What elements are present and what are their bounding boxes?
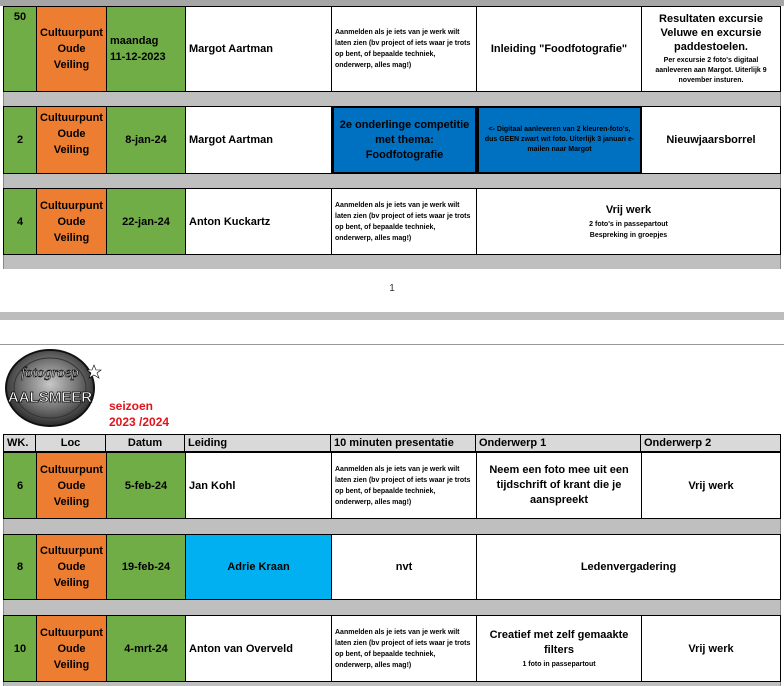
location-cell: Cultuurpunt Oude Veiling — [37, 452, 107, 519]
header-subject2: Onderwerp 2 — [644, 437, 712, 449]
week-cell: 50 — [4, 6, 37, 92]
location-cell: Cultuurpunt Oude Veiling — [37, 188, 107, 255]
header-leader: Leiding — [185, 435, 331, 451]
subject2-cell: Nieuwjaarsborrel — [642, 106, 780, 174]
row-separator — [3, 519, 781, 534]
row-separator — [3, 682, 781, 686]
competition-cell: 2e onderlinge competitie met thema: Foodfotografie — [332, 106, 477, 174]
table-row — [3, 188, 781, 255]
week-cell: 8 — [4, 534, 37, 600]
presentation-cell: Aanmelden als je iets van je werk wilt laten zien (bv project of iets waar je trots op bent, of bepaalde techniek, onderwerp, alles mag!) — [332, 6, 477, 92]
date-cell: 19-feb-24 — [107, 534, 186, 600]
svg-text:AALSMEER: AALSMEER — [7, 389, 93, 406]
header-loc: Loc — [36, 435, 106, 451]
week-cell: 2 — [4, 106, 37, 174]
header-wk: WK. — [4, 435, 36, 451]
fotogroep-logo — [4, 347, 102, 429]
presentation-cell: Aanmelden als je iets van je werk wilt laten zien (bv project of iets waar je trots op bent, of bepaalde techniek, onderwerp, alles mag!) — [332, 615, 477, 682]
date-cell: 5-feb-24 — [107, 452, 186, 519]
week-cell: 4 — [4, 188, 37, 255]
leader-cell: Anton Kuckartz — [186, 188, 332, 255]
row-separator — [3, 600, 781, 615]
submission-note-cell: <- Digitaal aanleveren van 2 kleuren-foto's, dus GEEN zwart wit foto. Uiterlijk 3 januari e-mailen naar Margot — [477, 106, 642, 174]
header-subject1: Onderwerp 1 — [476, 435, 641, 451]
table-row — [3, 6, 781, 92]
table-row — [3, 615, 781, 682]
presentation-cell: Aanmelden als je iets van je werk wilt laten zien (bv project of iets waar je trots op bent, of bepaalde techniek, onderwerp, alles mag!) — [332, 188, 477, 255]
week-cell: 10 — [4, 615, 37, 682]
subject2-cell: Vrij werk — [642, 452, 780, 519]
date-cell: 4-mrt-24 — [107, 615, 186, 682]
table-row — [3, 106, 781, 174]
subject2-cell: Vrij werk — [642, 615, 780, 682]
subject-merged-cell: Ledenvergadering — [477, 534, 780, 600]
presentation-cell: nvt — [332, 534, 477, 600]
page-break — [0, 312, 784, 320]
table-row — [3, 452, 781, 519]
date-cell: 8-jan-24 — [107, 106, 186, 174]
subject2-cell: Resultaten excursie Veluwe en excursie paddestoelen. Per excursie 2 foto's digitaal aanleveren aan Margot. Uiterlijk 9 november insturen. — [642, 6, 780, 92]
header-date: Datum — [106, 435, 185, 451]
week-cell: 6 — [4, 452, 37, 519]
location-cell: Cultuurpunt Oude Veiling — [37, 106, 107, 174]
row-separator — [3, 174, 781, 188]
leader-cell: Margot Aartman — [186, 6, 332, 92]
date-cell: 22-jan-24 — [107, 188, 186, 255]
subject-merged-cell: Vrij werk 2 foto's in passepartout Bespreking in groepjes — [477, 188, 780, 255]
header-presentation: 10 minuten presentatie — [331, 435, 476, 451]
row-separator — [3, 92, 781, 106]
table-header — [3, 434, 781, 452]
row-separator — [3, 255, 781, 269]
page-header-rule — [0, 344, 784, 345]
leader-cell: Jan Kohl — [186, 452, 332, 519]
table-row — [3, 534, 781, 600]
page-number: 1 — [389, 283, 395, 294]
subject1-cell: Inleiding "Foodfotografie" — [477, 6, 642, 92]
season-label: seizoen 2023 /2024 — [109, 399, 170, 429]
svg-text:fotogroep: fotogroep — [21, 365, 79, 381]
leader-cell: Anton van Overveld — [186, 615, 332, 682]
date-cell: maandag 11-12-2023 — [107, 6, 186, 92]
location-cell: Cultuurpunt Oude Veiling — [37, 615, 107, 682]
subject1-cell: Neem een foto mee uit een tijdschrift of krant die je aanspreekt — [477, 452, 642, 519]
leader-cell: Margot Aartman — [186, 106, 332, 174]
subject1-cell: Creatief met zelf gemaakte filters 1 foto in passepartout — [477, 615, 642, 682]
location-cell: Cultuurpunt Oude Veiling — [37, 6, 107, 92]
presentation-cell: Aanmelden als je iets van je werk wilt laten zien (bv project of iets waar je trots op bent, of bepaalde techniek, onderwerp, alles mag!) — [332, 452, 477, 519]
location-cell: Cultuurpunt Oude Veiling — [37, 534, 107, 600]
leader-cell: Adrie Kraan — [186, 534, 332, 600]
